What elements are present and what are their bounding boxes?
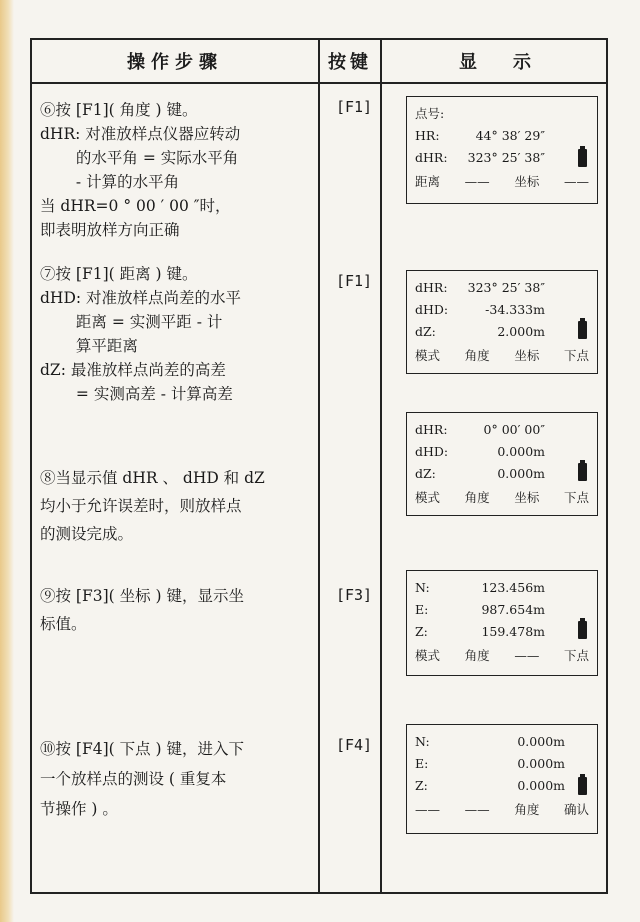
screen-value: 0.000m bbox=[497, 466, 545, 481]
screen-row bbox=[415, 299, 589, 321]
battery-icon bbox=[578, 149, 587, 167]
step-line: ⑦按 [F1]( 距离 ) 键。 bbox=[40, 265, 198, 283]
step-line: ⑥按 [F1]( 角度 ) 键。 bbox=[40, 101, 198, 119]
screen-row bbox=[415, 775, 589, 797]
screen-value: 323° 25′ 38″ bbox=[467, 150, 545, 165]
screen-value: 323° 25′ 38″ bbox=[467, 280, 545, 295]
softkey-f4: 下点 bbox=[563, 348, 589, 363]
column-divider bbox=[380, 40, 382, 892]
header-divider bbox=[32, 82, 606, 84]
screen-row bbox=[415, 441, 589, 463]
screen-label: dHR: bbox=[415, 280, 448, 295]
screen-value: 0.000m bbox=[517, 756, 565, 771]
procedure-table bbox=[30, 38, 608, 894]
softkey-f1: —— bbox=[415, 802, 440, 817]
step-8-screen bbox=[406, 412, 598, 516]
screen-value: 44° 38′ 29″ bbox=[475, 128, 545, 143]
step-line: ⑩按 [F4]( 下点 ) 键，进入下 bbox=[40, 740, 245, 758]
softkey-f3: 坐标 bbox=[514, 490, 540, 505]
step-line: 算平距离 bbox=[40, 337, 138, 355]
step-line: dHR: 对准放样点仪器应转动 bbox=[40, 125, 241, 143]
step-line: 一个放样点的测设 ( 重复本 bbox=[40, 770, 227, 788]
screen-value: 0° 00′ 00″ bbox=[483, 422, 545, 437]
screen-value: -34.333m bbox=[485, 302, 545, 317]
screen-row bbox=[415, 125, 589, 147]
screen-label: HR: bbox=[415, 128, 440, 143]
step-line: 距离 = 实测平距 - 计 bbox=[40, 313, 223, 331]
softkey-row bbox=[415, 171, 589, 193]
screen-title: 点号: bbox=[415, 106, 445, 121]
screen-label: dHD: bbox=[415, 302, 449, 317]
softkey-row bbox=[415, 345, 589, 367]
step-line: - 计算的水平角 bbox=[40, 173, 180, 191]
battery-icon bbox=[578, 777, 587, 795]
softkey-f3: 坐标 bbox=[514, 174, 540, 189]
step-line: ⑧当显示值 dHR 、 dHD 和 dZ bbox=[40, 469, 265, 487]
step-line: dHD: 对准放样点尚差的水平 bbox=[40, 289, 242, 307]
softkey-f3: 坐标 bbox=[514, 348, 540, 363]
softkey-f1: 模式 bbox=[415, 348, 441, 363]
step-10-text bbox=[40, 734, 330, 824]
header-display: 显 示 bbox=[459, 52, 531, 73]
battery-icon bbox=[578, 463, 587, 481]
softkey-f1: 距离 bbox=[415, 174, 441, 189]
screen-row bbox=[415, 621, 589, 643]
step-line: dZ: 最准放样点尚差的高差 bbox=[40, 361, 226, 379]
softkey-f4: —— bbox=[564, 174, 589, 189]
header-steps: 操作步骤 bbox=[127, 52, 223, 73]
screen-label: dHR: bbox=[415, 422, 448, 437]
step-7-screen bbox=[406, 270, 598, 374]
step-6-key: [F1] bbox=[335, 98, 373, 116]
step-9-key: [F3] bbox=[335, 586, 373, 604]
page-edge bbox=[0, 0, 14, 922]
softkey-f2: 角度 bbox=[464, 348, 490, 363]
screen-label: dZ: bbox=[415, 466, 436, 481]
step-line: 即表明放样方向正确 bbox=[40, 221, 180, 239]
step-line: 的测设完成。 bbox=[40, 525, 134, 543]
softkey-row bbox=[415, 487, 589, 509]
screen-row bbox=[415, 419, 589, 441]
step-line: ⑨按 [F3]( 坐标 ) 键，显示坐 bbox=[40, 587, 245, 605]
step-line: 节操作 ) 。 bbox=[40, 800, 118, 818]
softkey-f4: 下点 bbox=[563, 490, 589, 505]
step-line: 均小于允许误差时，则放样点 bbox=[40, 497, 242, 515]
screen-row bbox=[415, 599, 589, 621]
softkey-f1: 模式 bbox=[415, 490, 441, 505]
screen-row bbox=[415, 147, 589, 169]
screen-value: 0.000m bbox=[517, 778, 565, 793]
screen-value: 987.654m bbox=[481, 602, 545, 617]
screen-label: E: bbox=[415, 602, 429, 617]
screen-value: 123.456m bbox=[481, 580, 545, 595]
screen-label: Z: bbox=[415, 624, 428, 639]
softkey-row bbox=[415, 645, 589, 667]
softkey-f3: 角度 bbox=[514, 802, 540, 817]
screen-label: dZ: bbox=[415, 324, 436, 339]
softkey-f4: 确认 bbox=[563, 802, 589, 817]
step-9-screen bbox=[406, 570, 598, 676]
screen-row bbox=[415, 731, 589, 753]
screen-label: N: bbox=[415, 734, 430, 749]
step-7-text bbox=[40, 262, 330, 406]
step-line: 当 dHR=0 ° 00 ′ 00 ″时， bbox=[40, 197, 231, 215]
step-line: 标值。 bbox=[40, 615, 87, 633]
screen-value: 0.000m bbox=[497, 444, 545, 459]
step-line: = 实测高差 - 计算高差 bbox=[40, 385, 233, 403]
softkey-f4: 下点 bbox=[563, 648, 589, 663]
screen-label: Z: bbox=[415, 778, 428, 793]
step-line: 的水平角 = 实际水平角 bbox=[40, 149, 239, 167]
screen-label: E: bbox=[415, 756, 429, 771]
screen-label: dHR: bbox=[415, 150, 448, 165]
screen-label: N: bbox=[415, 580, 430, 595]
screen-value: 159.478m bbox=[481, 624, 545, 639]
step-10-screen bbox=[406, 724, 598, 834]
step-6-screen bbox=[406, 96, 598, 204]
step-10-key: [F4] bbox=[335, 736, 373, 754]
screen-value: 2.000m bbox=[497, 324, 545, 339]
header-key: 按键 bbox=[328, 52, 372, 73]
softkey-f2: 角度 bbox=[464, 648, 490, 663]
step-8-text bbox=[40, 464, 330, 548]
screen-row bbox=[415, 753, 589, 775]
screen-row bbox=[415, 277, 589, 299]
softkey-f2: 角度 bbox=[464, 490, 490, 505]
screen-row bbox=[415, 463, 589, 485]
screen-row bbox=[415, 577, 589, 599]
battery-icon bbox=[578, 621, 587, 639]
softkey-f2: —— bbox=[464, 802, 490, 817]
softkey-f1: 模式 bbox=[415, 648, 441, 663]
battery-icon bbox=[578, 321, 587, 339]
softkey-row bbox=[415, 799, 589, 821]
screen-label: dHD: bbox=[415, 444, 449, 459]
step-7-key: [F1] bbox=[335, 272, 373, 290]
step-9-text bbox=[40, 582, 330, 638]
screen-row bbox=[415, 321, 589, 343]
softkey-f2: —— bbox=[464, 174, 490, 189]
step-6-text bbox=[40, 98, 330, 242]
screen-value: 0.000m bbox=[517, 734, 565, 749]
softkey-f3: —— bbox=[514, 648, 540, 663]
